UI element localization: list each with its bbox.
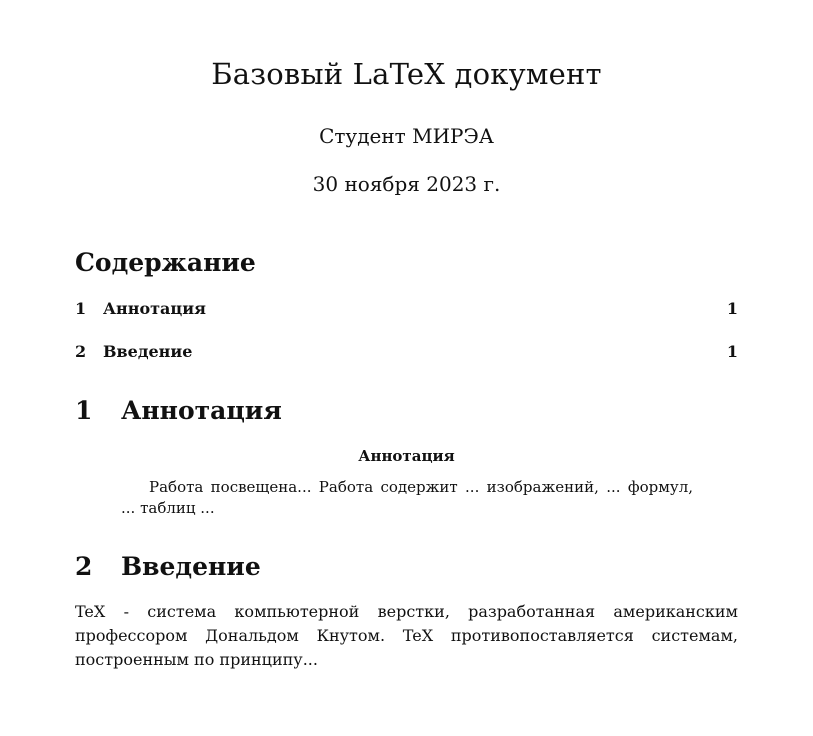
section-heading-introduction [75,552,261,581]
section-title: Аннотация [121,396,282,425]
section-heading-annotation [75,396,282,425]
document-date: 30 ноября 2023 г. [312,172,501,196]
section-number: 1 [75,396,93,425]
document-author: Студент МИРЭА [319,124,494,148]
toc-entry-number: 2 [75,341,87,361]
section-title: Введение [121,552,261,581]
abstract-title: Аннотация [358,447,455,465]
toc-entry-page: 1 [726,341,738,361]
document-title: Базовый LaTeX документ [211,57,602,91]
introduction-text: TeX - система компьютерной верстки, разработанная американским профессором Дональдом Кнутом. TeX противопоставляется системам, построенным по принципу... [75,602,738,669]
toc-entry-page: 1 [726,298,738,318]
toc-entry-annotation[interactable] [75,297,738,319]
toc-entry-introduction[interactable] [75,340,738,362]
toc-heading: Содержание [75,248,256,277]
section-number: 2 [75,552,93,581]
toc-entry-number: 1 [75,298,87,318]
abstract-text: Работа посвещена... Работа содержит ... изображений, ... формул, ... таблиц ... [121,478,693,517]
toc-entry-label: Введение [103,341,193,361]
toc-entry-label: Аннотация [103,298,206,318]
